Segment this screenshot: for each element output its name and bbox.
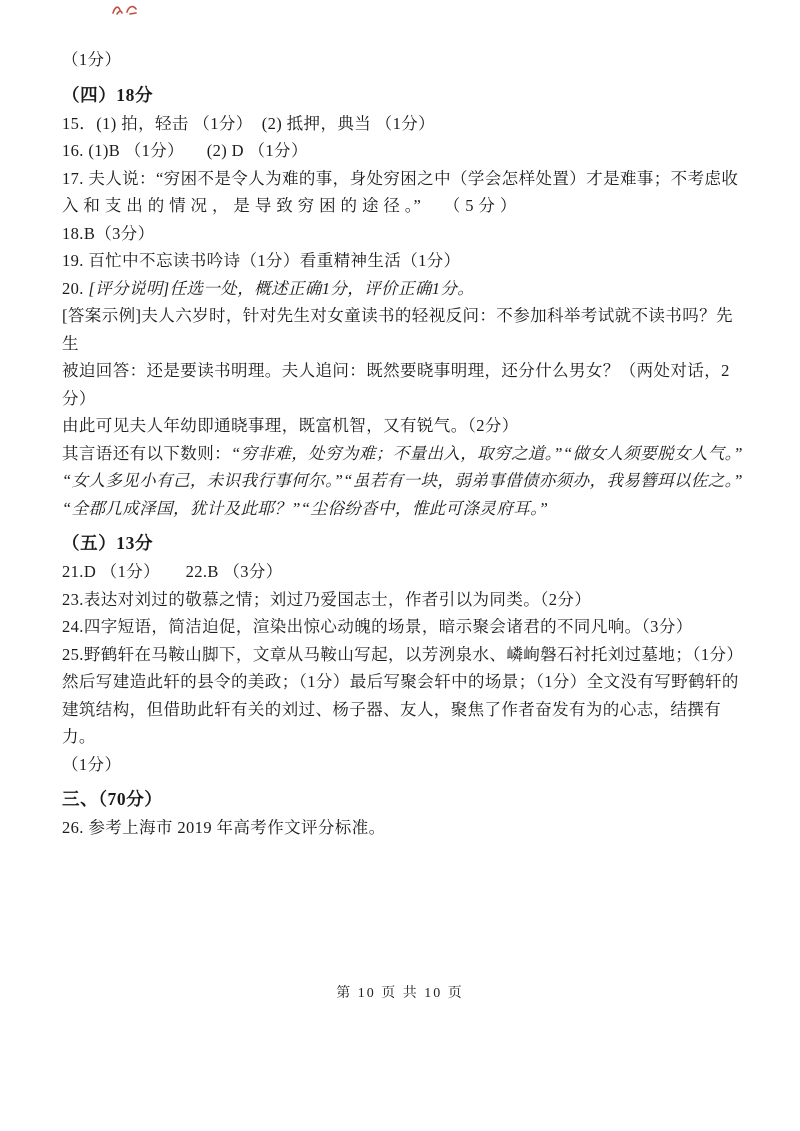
answer-line-q25-cont: 建筑结构，但借助此轩有关的刘过、杨子器、友人，聚焦了作者奋发有为的心志，结撰有力。 [62, 699, 722, 746]
answer-line-q23: 23.表达对刘过的敬慕之情；刘过乃爱国志士，作者引以为同类。（2分） [62, 589, 592, 609]
answer-example-line: 被迫回答：还是要读书明理。夫人追问：既然要晓事明理，还分什么男女？（两处对话，2分） [62, 361, 730, 408]
answer-line-q21-q22: 21.D （1分） 22.B （3分） [62, 562, 283, 581]
answer-line-q25: 25.野鹤轩在马鞍山脚下，文章从马鞍山写起，以芳洌泉水、嶙峋磐石衬托刘过墓地；（1分） [62, 644, 744, 664]
quote-line: 其言语还有以下数则：“穷非难，处穷为难；不量出入，取穷之道。”“做女人须要脱女人气。” [62, 443, 743, 463]
answer-line-q24: 24.四字短语，简洁迫促，渲染出惊心动魄的场景，暗示聚会诸君的不同凡响。（3分） [62, 617, 693, 636]
answer-line-q17: 17. 夫人说：“穷困不是令人为难的事，身处穷困之中（学会怎样处置）才是难事；不考虑收 [62, 168, 739, 188]
score-note-line: （1分） [62, 754, 122, 774]
quote-line: “全郡几成泽国，犹计及此耶？”“尘俗纷沓中，惟此可涤灵府耳。” [62, 498, 549, 518]
answer-example-line: 由此可见夫人年幼即通晓事理，既富机智，又有锐气。（2分） [62, 416, 519, 435]
answer-line-q20: 20. [评分说明]任选一处，概述正确1分，评价正确1分。 [62, 278, 475, 298]
red-pen-mark [110, 1, 140, 17]
answer-key-body [62, 46, 744, 842]
answer-line-q16: 16. (1)B （1分） (2) D （1分） [62, 141, 308, 160]
answer-line-q17-cont: 入 和 支 出 的 情 况 ， 是 导 致 穷 困 的 途 径 。” （ 5 分 ） [62, 196, 517, 215]
answer-line-q25-cont: 然后写建造此轩的县令的美政；（1分）最后写聚会轩中的场景；（1分）全文没有写野鹤轩的 [62, 672, 739, 691]
answer-line-q18: 18.B（3分） [62, 223, 155, 243]
answer-line-q15: 15．(1) 拍，轻击 （1分） (2) 抵押，典当 （1分） [62, 113, 436, 133]
section-heading-four: （四）18分 [62, 84, 154, 105]
score-note-line: （1分） [62, 50, 122, 69]
page-number-footer: 第 10 页 共 10 页 [336, 986, 464, 1001]
answer-example-line: [答案示例]夫人六岁时，针对先生对女童读书的轻视反问：不参加科举考试就不读书吗？先生 [62, 306, 733, 353]
section-heading-three: 三、（70分） [62, 789, 163, 809]
section-heading-five: （五）13分 [62, 533, 154, 553]
answer-line-q26: 26. 参考上海市 2019 年高考作文评分标准。 [62, 818, 386, 837]
quote-line: “女人多见小有己，未识我行事何尔。”“虽若有一块，弱弟事借债亦须办，我易簪珥以佐之。” [62, 471, 743, 490]
answer-line-q19: 19. 百忙中不忘读书吟诗（1分）看重精神生活（1分） [62, 251, 461, 270]
